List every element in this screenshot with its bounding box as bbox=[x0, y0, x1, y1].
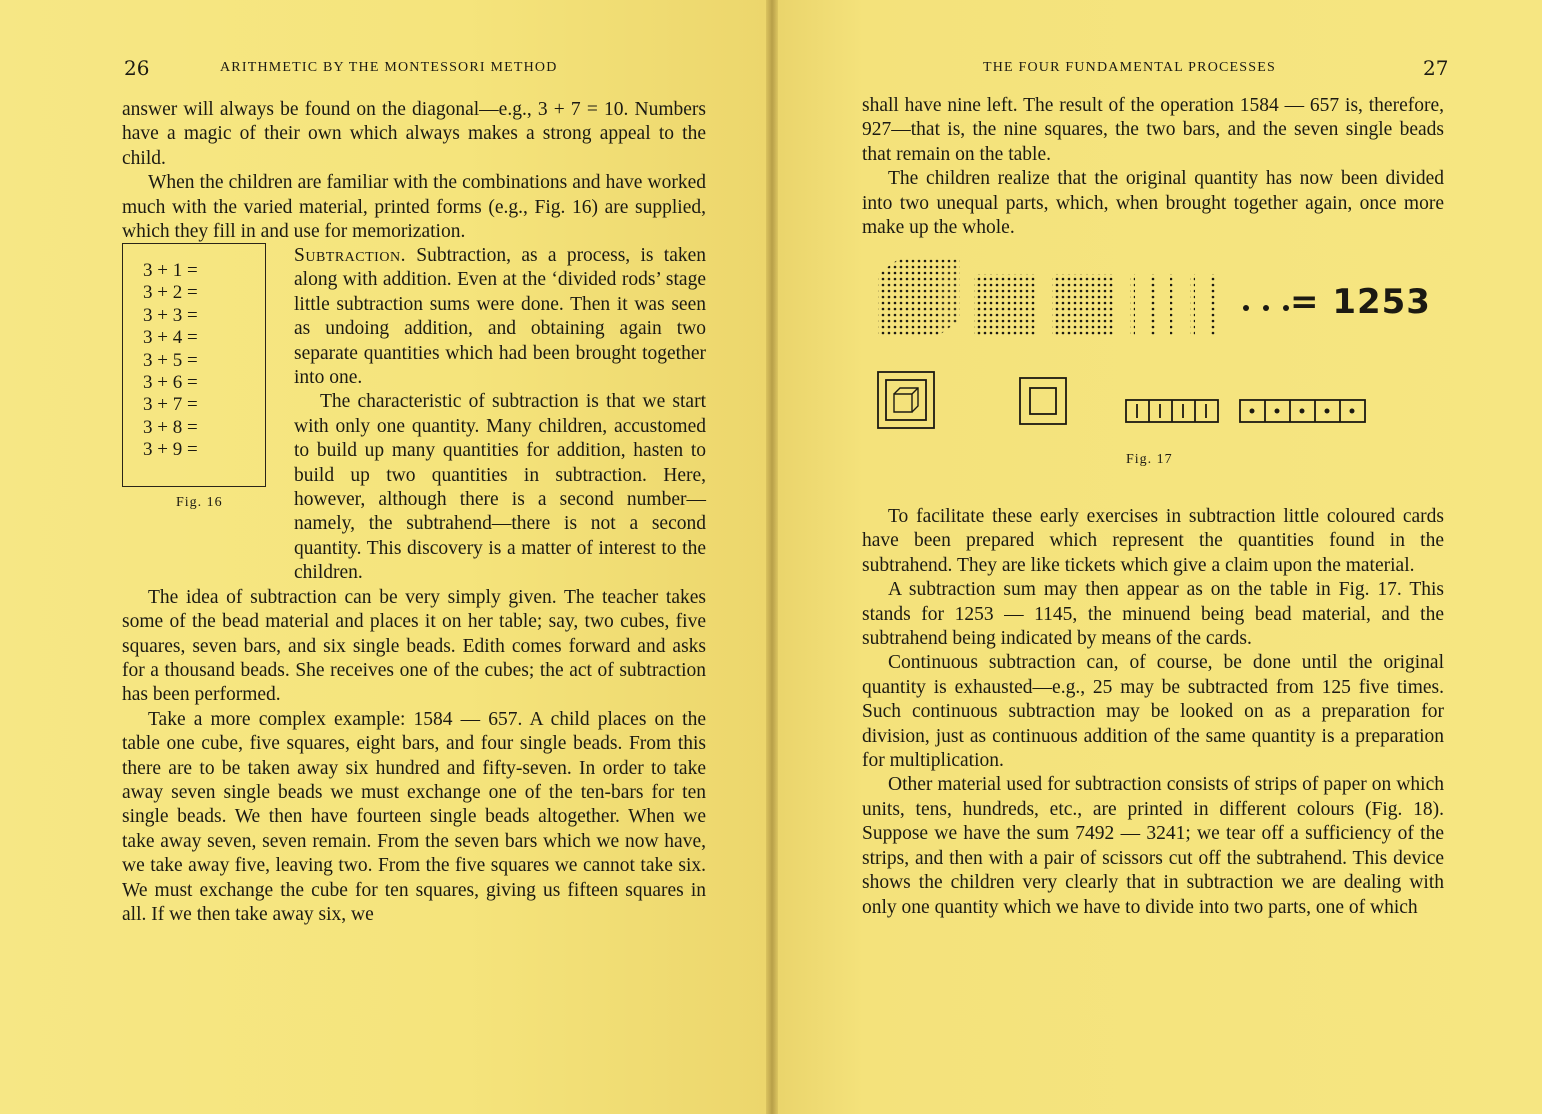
right-text-bottom bbox=[862, 505, 1444, 920]
fig16-item: 3 + 6 = bbox=[143, 372, 198, 394]
fig17-caption: Fig. 17 bbox=[1126, 452, 1173, 467]
subtrahend-cards bbox=[878, 372, 1365, 428]
fig17-illustration bbox=[868, 252, 1448, 442]
right-paragraph-2: The children realize that the original quantity has now been divided into two unequal parts, which, when brought together again, once more make up the whole. bbox=[862, 168, 1444, 239]
bead-square-1 bbox=[974, 274, 1036, 336]
paragraph-1: answer will always be found on the diagonal—e.g., 3 + 7 = 10. Numbers have a magic of their own which always makes a strong appeal to the child. bbox=[122, 99, 706, 169]
paragraph-2: When the children are familiar with the combinations and have worked much with the varied material, printed forms (e.g., Fig. 16) are supplied, which they fill in and use for memorization. bbox=[122, 172, 706, 243]
book-gutter bbox=[766, 0, 778, 1114]
running-head-right: THE FOUR FUNDAMENTAL PROCESSES bbox=[983, 60, 1277, 75]
bead-square-2 bbox=[1052, 274, 1114, 336]
fig17-equation: = 1253 bbox=[1290, 282, 1431, 322]
fig16-item: 3 + 5 = bbox=[143, 349, 198, 371]
fig16-list bbox=[123, 244, 265, 462]
bead-cube bbox=[878, 258, 960, 336]
left-text-top bbox=[122, 98, 706, 244]
fig16-caption: Fig. 16 bbox=[176, 495, 223, 510]
fig16-item: 3 + 1 = bbox=[143, 260, 198, 281]
right-paragraph-3: To facilitate these early exercises in subtraction little coloured cards have been prepared which represent the quantities found in the subtrahend. They are like tickets which give a claim upon the material. bbox=[862, 506, 1444, 576]
fig16-item: 3 + 9 = bbox=[143, 439, 198, 461]
paragraph-4: The characteristic of subtraction is that we start with only one quantity. Many children, accustomed to build up many quantities for addition, hasten to build up two quantities in subtraction. Here, however, although there is a second number—namely, the subtrahend—there is not a second quantity. This discovery is a matter of interest to the children. bbox=[294, 391, 706, 584]
fig16-item: 3 + 3 = bbox=[143, 304, 198, 326]
running-head-left: ARITHMETIC BY THE MONTESSORI METHOD bbox=[220, 60, 558, 75]
fig16-item: 3 + 4 = bbox=[143, 327, 198, 349]
right-paragraph-5: Continuous subtraction can, of course, be done until the original quantity is exhausted—e.g., 25 may be subtracted from 125 five times. Such continuous subtraction may be looked on as a preparation for division, just as continuous addition of the same quantity is a preparation for multiplication. bbox=[862, 652, 1444, 772]
right-paragraph-1: shall have nine left. The result of the operation 1584 — 657 is, therefore, 927—that is, the nine squares, the two bars, and the seven single beads that remain on the table. bbox=[862, 95, 1444, 165]
page-number-right: 27 bbox=[1423, 56, 1449, 80]
single-beads bbox=[1243, 305, 1289, 311]
paragraph-6: Take a more complex example: 1584 — 657. A child places on the table one cube, five squares, eight bars, and four single beads. From this there are to be taken away six hundred and fifty-seven. In order to take away seven single beads we must exchange one of the ten-bars for ten single beads. We then have fourteen single beads altogether. When we take away seven, seven remain. From the seven bars which we now have, we take away five, leaving two. From the five squares we cannot take six. We must exchange the cube for ten squares, giving us fifteen squares in all. If we then take away six, we bbox=[122, 708, 706, 925]
fig16-item: 3 + 8 = bbox=[143, 416, 198, 438]
subtraction-heading: Subtraction. bbox=[294, 245, 406, 266]
fig16-item: 3 + 2 = bbox=[143, 282, 198, 304]
paragraph-5: The idea of subtraction can be very simply given. The teacher takes some of the bead material and places it on her table; say, two cubes, five squares, seven bars, and six single beads. Edith comes forward and asks for a thousand beads. She receives one of the cubes; the act of subtraction has been performed. bbox=[122, 586, 706, 706]
right-paragraph-4: A subtraction sum may then appear as on the table in Fig. 17. This stands for 1253 — 1145, the minuend being bead material, and the subtrahend being indicated by means of the cards. bbox=[862, 579, 1444, 650]
right-text-top bbox=[862, 94, 1444, 240]
page-number-left: 26 bbox=[124, 56, 150, 80]
fig16-box bbox=[122, 243, 266, 487]
right-paragraph-6: Other material used for subtraction consists of strips of paper on which units, tens, hundreds, etc., are printed in different colours (Fig. 18). Suppose we have the sum 7492 — 3241; we tear off a sufficiency of the strips, and then with a pair of scissors cut off the subtrahend. This device shows the children very clearly that in subtraction we are dealing with only one quantity which we have to divide into two parts, one of which bbox=[862, 774, 1444, 918]
fig16-item: 3 + 7 = bbox=[143, 394, 198, 416]
bead-bars bbox=[1130, 274, 1215, 336]
paragraph-3-body: Subtraction, as a process, is taken along with addition. Even at the ‘divided rods’ stage little subtraction sums were done. Then it was seen as undoing addition, and obtaining again two separate quantities which had been brought together into one. bbox=[294, 245, 706, 389]
